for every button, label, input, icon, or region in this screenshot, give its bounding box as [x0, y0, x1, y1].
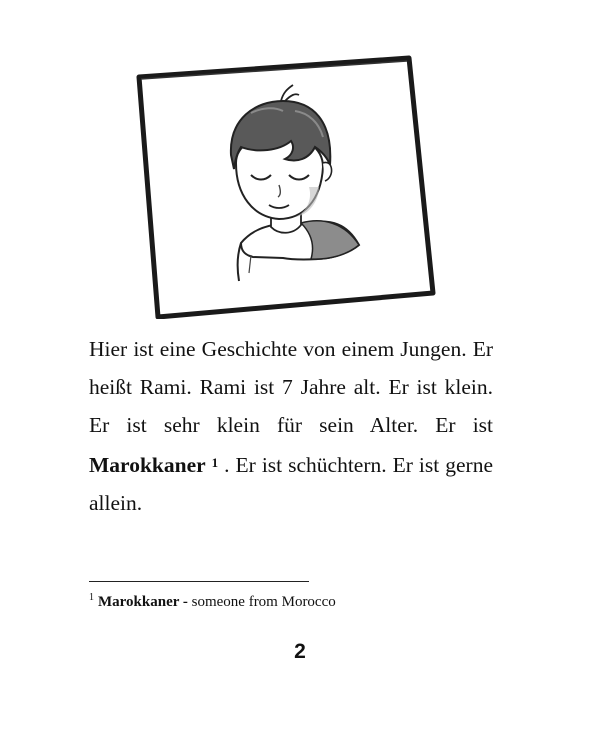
story-paragraph: [89, 330, 493, 522]
footnote: [89, 592, 336, 611]
footnote-divider: [89, 581, 309, 582]
story-sentence-2: Er heißt Rami.: [89, 337, 494, 399]
page-number: 2: [294, 640, 306, 663]
story-sentence-6-start: Er ist: [435, 413, 494, 437]
footnote-definition: someone from Morocco: [191, 594, 336, 610]
boy-illustration: [133, 55, 439, 319]
footnote-reference[interactable]: 1: [211, 455, 219, 470]
footnote-term: Marokkaner -: [98, 594, 188, 610]
vocabulary-word: Marokkaner: [89, 453, 206, 477]
story-sentence-3: Rami ist 7 Jahre alt.: [199, 375, 381, 399]
story-sentence-6-end: . Er ist schüchtern.: [224, 453, 387, 477]
footnote-number: 1: [89, 592, 94, 603]
story-sentence-7: Er ist gerne allein.: [89, 453, 493, 515]
story-sentence-4: Er ist klein.: [388, 375, 494, 399]
story-sentence-5: Er ist sehr klein für sein Alter.: [89, 413, 419, 437]
illustration-frame: [133, 55, 439, 319]
story-sentence-1: Hier ist eine Geschichte von einem Jungen.: [89, 337, 467, 361]
